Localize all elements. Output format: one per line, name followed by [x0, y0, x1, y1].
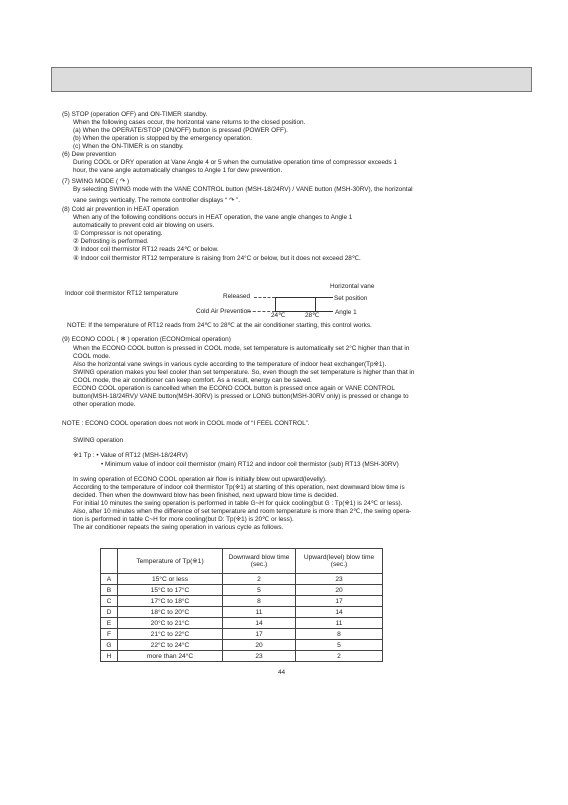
diagram-left-label: Indoor coil thermistor RT12 temperature — [65, 290, 179, 297]
row-up: 5 — [296, 640, 383, 651]
row-up: 23 — [296, 574, 383, 585]
row-up: 2 — [296, 651, 383, 662]
diagram-cold-air: Cold Air Prevention — [196, 308, 251, 315]
row-id: H — [101, 651, 118, 662]
note-econo: NOTE : ECONO COOL operation does not work in COOL mode of “I FEEL CONTROL”. — [62, 420, 310, 427]
text-line: ② Defrosting is performed. — [73, 238, 149, 245]
row-temp: 15°C or less — [118, 574, 223, 585]
row-id: F — [101, 629, 118, 640]
table-row — [101, 618, 383, 629]
text-line: ① Compressor is not operating. — [73, 230, 163, 237]
text-line: When any of the following conditions occurs in HEAT operation, the vane angle changes to Angle 1 — [73, 214, 353, 221]
text-line: In swing operation of ECONO COOL operation air flow is initially blew out upward(levelly). — [73, 476, 327, 483]
row-down: 8 — [223, 596, 296, 607]
text-line: SWING operation makes you feel cooler than set temperature. So, even though the set temperature is higher than that in — [73, 369, 415, 376]
text-line: According to the temperature of indoor coil thermistor Tp(※1) at starting of this operation, next downward blow time is — [73, 484, 405, 491]
row-down: 2 — [223, 574, 296, 585]
swing-heading: SWING operation — [73, 437, 124, 444]
row-id: B — [101, 585, 118, 596]
diagram-angle1: Angle 1 — [335, 309, 357, 316]
table-header-empty — [101, 549, 118, 574]
text-line: For initial 10 minutes the swing operation is performed in table G~H for quick cooling(but G : Tp(※1) is 24℃ or less). — [73, 500, 403, 507]
text-line: When the ECONO COOL button is pressed in COOL mode, set temperature is automatically set 2°C higher than that in — [73, 345, 410, 352]
row-temp: 17°C to 18°C — [118, 596, 223, 607]
table-row — [101, 585, 383, 596]
text-line: During COOL or DRY operation at Vane Angle 4 or 5 when the cumulative operation time of compressor exceeds 1 — [73, 159, 398, 166]
row-temp: more than 24°C — [118, 651, 223, 662]
text-line: Also the horizontal vane swings in various cycle according to the temperature of indoor heat exchanger(Tp※1). — [73, 361, 387, 368]
text-line: By selecting SWING mode with the VANE CONTROL button (MSH-18/24RV) / VANE button (MSH-30RV), the horizontal — [73, 186, 413, 193]
section-7-title: (7) SWING MODE ( ↷ ) — [62, 178, 130, 185]
section-6-title: (6) Dew prevention — [62, 151, 116, 158]
text-line: other operation mode. — [73, 401, 136, 408]
row-down: 23 — [223, 651, 296, 662]
row-down: 20 — [223, 640, 296, 651]
text-line: tion is performed in table C~H for more cooling(but D: Tp(※1) is 20℃ or less). — [73, 516, 294, 523]
table-header-up: Upward(level) blow time (sec.) — [296, 549, 383, 574]
diagram-top-line — [275, 297, 333, 298]
diagram-vertical-28 — [315, 297, 316, 311]
row-down: 14 — [223, 618, 296, 629]
row-down: 17 — [223, 629, 296, 640]
text-line: (a) When the OPERATE/STOP (ON/OFF) button is pressed (POWER OFF). — [73, 127, 288, 134]
diagram-t28: 28℃ — [305, 312, 320, 319]
text-line: ④ Indoor coil thermistor RT12 temperature is raising from 24°C or below, but it does not exceed 28℃. — [73, 255, 361, 262]
table-row — [101, 607, 383, 618]
text-line: (b) When the operation is stopped by the emergency operation. — [73, 135, 253, 142]
diagram-bottom-line — [275, 311, 333, 312]
tp-note: ※1 Tp : • Value of RT12 (MSH-18/24RV) — [73, 452, 188, 459]
row-id: A — [101, 574, 118, 585]
row-up: 20 — [296, 585, 383, 596]
row-temp: 22°C to 24°C — [118, 640, 223, 651]
text-line: hour, the vane angle automatically changes to Angle 1 for dew prevention. — [73, 167, 283, 174]
row-id: E — [101, 618, 118, 629]
diagram-vertical-24 — [275, 297, 276, 311]
text-line: Also, after 10 minutes when the difference of set temperature and room temperature is more than 2℃, the swing opera- — [73, 508, 412, 515]
row-id: G — [101, 640, 118, 651]
page-number: 44 — [278, 669, 286, 676]
table-row — [101, 640, 383, 651]
text-line: ECONO COOL operation is cancelled when the ECONO COOL button is pressed once again or VANE CONTROL — [73, 385, 395, 392]
row-temp: 15°C to 17°C — [118, 585, 223, 596]
row-down: 5 — [223, 585, 296, 596]
text-line: button(MSH-18/24RV)/ VANE button(MSH-30RV) is pressed or LONG button(MSH-30RV only) is pressed or change to — [73, 393, 409, 400]
text-line: The air conditioner repeats the swing operation in various cycle as follows. — [73, 524, 284, 531]
diagram-t24: 24℃ — [271, 312, 286, 319]
section-5-title: (5) STOP (operation OFF) and ON-TIMER standby. — [62, 111, 208, 118]
table-row — [101, 596, 383, 607]
table-row — [101, 629, 383, 640]
diagram-released-dash — [254, 297, 275, 298]
text-line: COOL mode. — [73, 353, 111, 360]
swing-time-table — [100, 548, 383, 662]
note-rt12: NOTE: If the temperature of RT12 reads from 24℃ to 28℃ at the air conditioner starting, this control works. — [67, 322, 372, 329]
text-line: vane swings vertically. The remote controller displays “ ↷ ”. — [73, 197, 241, 204]
diagram-title: Horizontal vane — [330, 283, 375, 290]
row-up: 11 — [296, 618, 383, 629]
section-8-title: (8) Cold air prevention in HEAT operation — [62, 206, 179, 213]
table-row — [101, 651, 383, 662]
diagram-coldair-dash — [248, 311, 275, 312]
text-line: COOL mode, the air conditioner can keep comfort. As a result, energy can be saved. — [73, 377, 312, 384]
text-line: automatically to prevent cold air blowing on users. — [73, 222, 215, 229]
diagram-released: Released — [223, 293, 251, 300]
text-line: decided. Then when the downward blow has been finished, next upward blow time is decided. — [73, 492, 339, 499]
diagram-set-position: Set position — [334, 295, 368, 302]
row-up: 14 — [296, 607, 383, 618]
table-header-down: Downward blow time (sec.) — [223, 549, 296, 574]
section-9-title: (9) ECONO COOL ( ❄ ) operation (ECONOmical operation) — [62, 336, 231, 343]
text-line: (c) When the ON-TIMER is on standby. — [73, 143, 184, 150]
row-up: 8 — [296, 629, 383, 640]
row-temp: 18°C to 20°C — [118, 607, 223, 618]
table-header-temp: Temperature of Tp(※1) — [118, 549, 223, 574]
text-line: ③ Indoor coil thermistor RT12 reads 24℃ or below. — [73, 246, 219, 253]
row-id: C — [101, 596, 118, 607]
row-temp: 21°C to 22°C — [118, 629, 223, 640]
text-line: When the following cases occur, the horizontal vane returns to the closed position. — [73, 119, 306, 126]
row-temp: 20°C to 21°C — [118, 618, 223, 629]
table-row — [101, 574, 383, 585]
row-down: 11 — [223, 607, 296, 618]
header-bar — [51, 67, 532, 92]
tp-note-sub: • Minimum value of indoor coil thermistor (main) RT12 and indoor coil thermistor (sub) RT13 (MSH-30RV) — [101, 461, 399, 468]
row-up: 17 — [296, 596, 383, 607]
row-id: D — [101, 607, 118, 618]
